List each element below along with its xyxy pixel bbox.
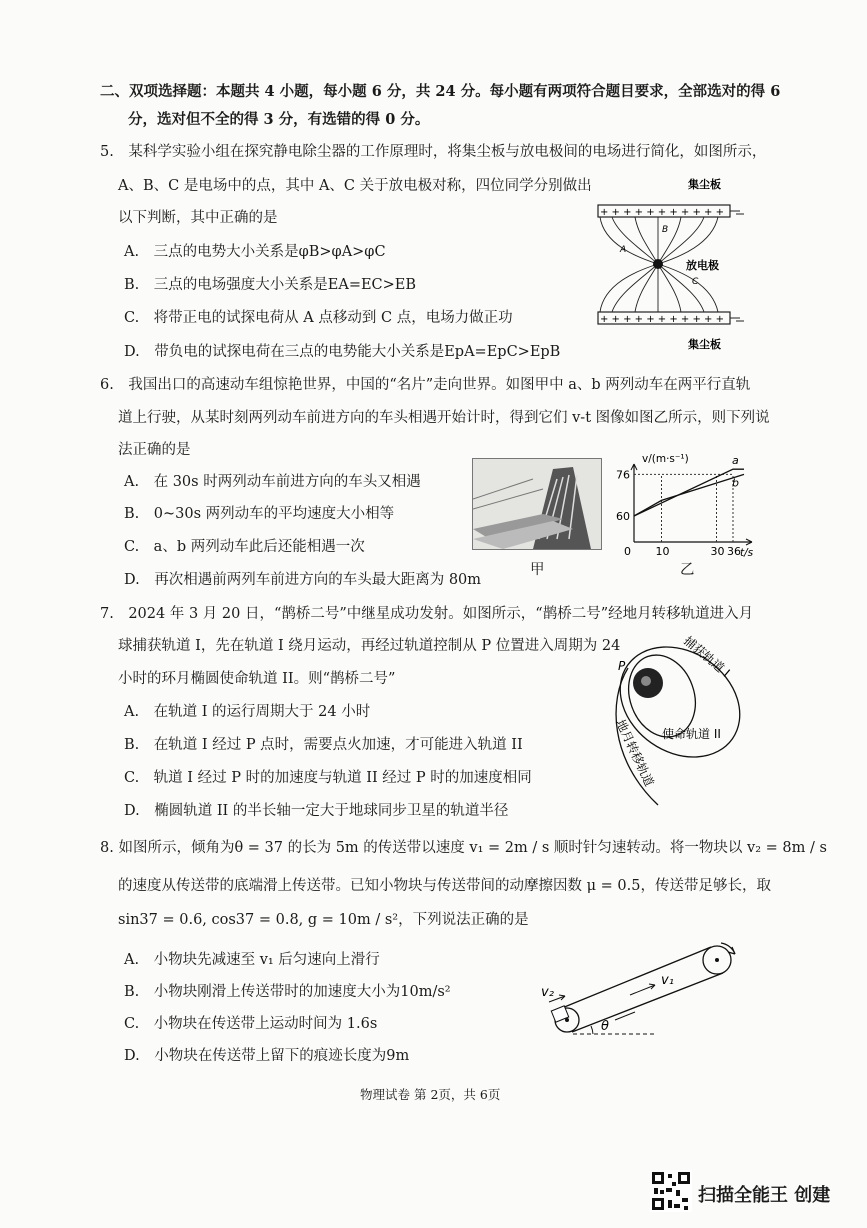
belt-direction-arrow: [615, 1012, 635, 1020]
q6-option-b: B. 0~30s 两列动车的平均速度大小相等: [124, 506, 395, 522]
q8-option-b: B. 小物块刚滑上传送带时的加速度大小为10m/s²: [124, 984, 451, 1000]
v1-label: v₁: [661, 973, 674, 988]
q5-stem-line3: 以下判断，其中正确的是: [118, 210, 278, 226]
q5-option-b: B. 三点的电场强度大小关系是EA=EC>EB: [124, 277, 417, 293]
discharge-electrode: [653, 259, 663, 269]
top-pulley-axle: [715, 958, 719, 962]
q7-stem-line2: 球捕获轨道 I，先在轨道 I 绕月运动，再经过轨道控制从 P 位置进入周期为 24: [118, 638, 621, 654]
series-a-line: [634, 469, 744, 516]
v2-label: v₂: [541, 985, 554, 1000]
point-a-label: A: [620, 245, 627, 255]
x-tick-0: 0: [624, 545, 631, 558]
moon-highlight: [641, 676, 651, 686]
belt-lower: [572, 973, 723, 1032]
bottom-plate-label: 集尘板: [688, 338, 721, 351]
q5-option-c: C. 将带正电的试探电荷从 A 点移动到 C 点，电场力做正功: [124, 310, 513, 326]
point-c-label: C: [692, 277, 699, 287]
q7-option-d: D. 椭圆轨道 II 的半长轴一定大于地球同步卫星的轨道半径: [124, 803, 509, 819]
chart-x-label: t/s: [740, 547, 754, 559]
q5-option-d: D. 带负电的试探电荷在三点的电势能大小关系是EpA=EpC>EpB: [124, 344, 561, 360]
v1-arrow: [630, 985, 655, 995]
x-tick-36: 36: [727, 545, 741, 558]
q6-option-a: A. 在 30s 时两列动车前进方向的车头又相遇: [124, 474, 421, 490]
y-tick-76: 76: [616, 468, 630, 482]
point-b-label: B: [662, 225, 669, 235]
x-tick-10: 10: [655, 545, 670, 558]
point-p-label: P: [618, 659, 626, 673]
angle-arc: [591, 1026, 593, 1034]
vt-chart: [612, 450, 762, 565]
belt-upper: [562, 947, 711, 1008]
train-photo-drawing: [473, 459, 601, 549]
capture-orbit-label: 捕获轨道 I: [681, 633, 733, 680]
q5-option-a: A. 三点的电势大小关系是φB>φA>φC: [124, 244, 386, 260]
q8-stem-line3: sin37 = 0.6, cos37 = 0.8, g = 10m / s²，下列说法正确的是: [118, 912, 529, 928]
q8-stem-line1: 8. 如图所示，倾角为θ = 37 的长为 5m 的传送带以速度 v₁ = 2m / s 顺时针匀速转动。将一物块以 v₂ = 8m / s: [100, 840, 827, 856]
q5-stem-line2: A、B、C 是电场中的点，其中 A、C 关于放电极对称，四位同学分别做出: [118, 178, 592, 194]
q6-stem-line1: 6. 我国出口的高速动车组惊艳世界，中国的“名片”走向世界。如图甲中 a、b 两列动车在两平行直轨: [100, 377, 751, 393]
electrostatic-precipitator-figure: [590, 172, 750, 357]
q5-stem-line1: 5. 某科学实验小组在探究静电除尘器的工作原理时，将集尘板与放电极间的电场进行简化，如图所示，: [100, 144, 767, 160]
orbit-figure: [598, 630, 768, 820]
capture-orbit-1: [599, 630, 761, 780]
qr-code-drawing: [650, 1170, 692, 1212]
series-a-label: a: [732, 454, 739, 468]
y-tick-60: 60: [616, 510, 630, 523]
mission-orbit-label: 使命轨道 II: [662, 727, 721, 741]
top-plate-signs: + + + + + + + + + + +: [600, 207, 724, 218]
figure-yi-label: 乙: [680, 562, 695, 578]
transfer-orbit-label: 地月转移轨道: [613, 717, 657, 789]
q8-option-a: A. 小物块先减速至 v₁ 后匀速向上滑行: [124, 952, 380, 968]
x-tick-30: 30: [710, 545, 725, 558]
page-footer: 物理试卷 第 2页，共 6页: [360, 1087, 501, 1102]
series-b-line: [634, 474, 744, 516]
section-heading-line2: 分，选对但不全的得 3 分，有选错的得 0 分。: [128, 111, 430, 128]
q7-option-b: B. 在轨道 I 经过 P 点时，需要点火加速，才可能进入轨道 II: [124, 737, 523, 753]
q6-option-c: C. a、b 两列动车此后还能相遇一次: [124, 539, 365, 555]
q8-stem-line2: 的速度从传送带的底端滑上传送带。已知小物块与传送带间的动摩擦因数 μ = 0.5，传送带足够长，取: [118, 878, 771, 894]
qr-code-icon: [650, 1170, 692, 1212]
train-photo: [472, 458, 602, 550]
q7-stem-line1: 7. 2024 年 3 月 20 日，“鹊桥二号”中继星成功发射。如图所示，“鹊桥二号”经地月转移轨道进入月: [100, 606, 754, 622]
q7-option-a: A. 在轨道 I 的运行周期大于 24 小时: [124, 704, 371, 720]
bottom-plate-signs: + + + + + + + + + + +: [600, 314, 724, 325]
q7-option-c: C. 轨道 I 经过 P 时的加速度与轨道 II 经过 P 时的加速度相同: [124, 770, 532, 786]
theta-label: θ: [601, 1019, 609, 1034]
q7-stem-line3: 小时的环月椭圆使命轨道 II。则“鹊桥二号”: [118, 671, 396, 687]
q6-option-d: D. 再次相遇前两列车前进方向的车头最大距离为 80m: [124, 572, 482, 588]
scanner-watermark-label: 扫描全能王 创建: [698, 1185, 831, 1206]
chart-y-label: v/(m·s⁻¹): [642, 453, 689, 465]
figure-jia-label: 甲: [530, 562, 545, 578]
q8-option-c: C. 小物块在传送带上运动时间为 1.6s: [124, 1016, 378, 1032]
section-heading-line1: 二、双项选择题：本题共 4 小题，每小题 6 分，共 24 分。每小题有两项符合题目要求，全部选对的得 6: [100, 83, 781, 100]
series-b-label: b: [732, 476, 739, 490]
top-plate-label: 集尘板: [688, 178, 721, 191]
q8-option-d: D. 小物块在传送带上留下的痕迹长度为9m: [124, 1048, 410, 1064]
q6-stem-line2: 道上行驶，从某时刻两列动车前进方向的车头相遇开始计时，得到它们 v-t 图像如图乙所示，则下列说: [118, 410, 770, 426]
electrode-label: 放电极: [686, 259, 719, 272]
conveyor-figure: [535, 938, 775, 1050]
q6-stem-line3: 法正确的是: [118, 442, 191, 458]
